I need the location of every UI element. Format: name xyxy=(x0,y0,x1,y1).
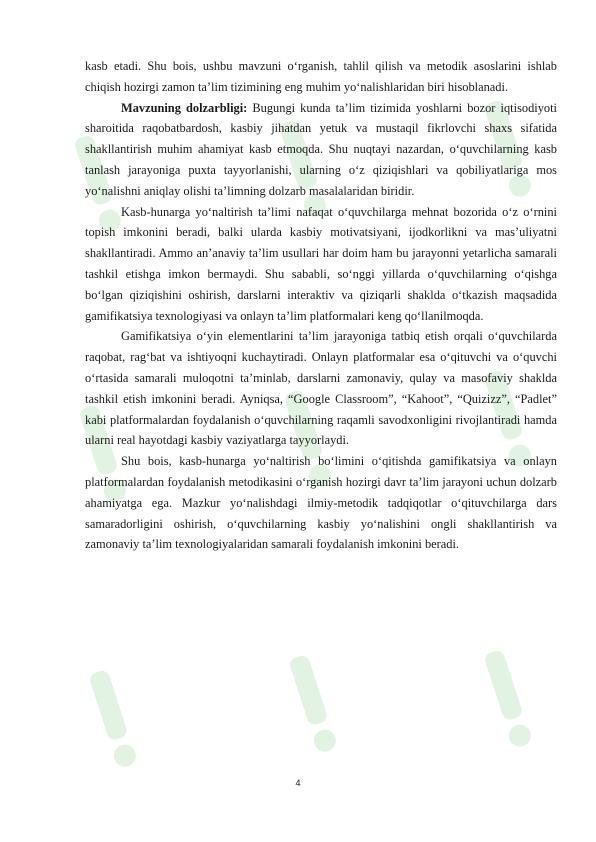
paragraph-conclusion xyxy=(85,451,557,555)
paragraph-text: Bugungi kunda ta’lim tizimida yoshlarni bozor iqtisodiyoti sharoitida raqobatbardosh, kasbiy jihatdan yetuk va mustaqil fikrlovchi shaxs sifatida shakllantirish muhim ahamiyat kasb etmoqda. Shu nuqtayi nazardan, o‘quvchilarning kasb tanlash jarayoniga puxta tayyorlanishi, ularning o‘z qiziqishlari va qobiliyatlariga mos yo‘nalishni aniqlay olishi ta’limning dolzarb masalalaridan biridir. xyxy=(85,100,557,198)
watermark-mark xyxy=(482,649,534,750)
paragraph-heading-relevance: Mavzuning dolzarbligi: xyxy=(121,100,248,115)
paragraph-intro-continuation xyxy=(85,56,557,98)
paragraph-career-guidance xyxy=(85,202,557,327)
watermark-mark xyxy=(87,669,139,770)
paragraph-text: Gamifikatsiya o‘yin elementlarini ta’lim jarayoniga tatbiq etish orqali o‘quvchilarda raqobat, rag‘bat va ishtiyoqni kuchaytiradi. Onlayn platformalar esa o‘qituvchi va o‘quvchi o‘rtasida samarali muloqotni ta’minlab, darslarni zamonaviy, qulay va masofaviy shaklda tashkil etish imkonini beradi. Ayniqsa, “Google Classroom”, “Kahoot”, “Quizizz”, “Padlet” kabi platformalardan foydalanish o‘quvchilarning raqamli savodxonligini rivojlantiradi hamda ularni real hayotdagi kasbiy vaziyatlarga tayyorlaydi. xyxy=(85,329,557,448)
page-number: 4 xyxy=(295,778,301,788)
paragraph-gamification xyxy=(85,326,557,451)
paragraph-relevance xyxy=(85,98,557,202)
paragraph-text: kasb etadi. Shu bois, ushbu mavzuni o‘rganish, tahlil qilish va metodik asoslarini ishlab chiqish hozirgi zamon ta’lim tizimining eng muhim yo‘nalishlaridan biri hisoblanadi. xyxy=(85,59,557,94)
paragraph-text: Shu bois, kasb-hunarga yo‘naltirish bo‘limini o‘qitishda gamifikatsiya va onlayn platformalardan foydalanish metodikasini o‘rganish hozirgi davr ta’lim jarayoni uchun dolzarb ahamiyatga ega. Mazkur yo‘nalishdagi ilmiy-metodik tadqiqotlar o‘qituvchilarga dars samaradorligini oshirish, o‘quvchilarning kasbiy yo‘nalishini ongli shakllantirish va zamonaviy ta’lim texnologiyalaridan samarali foydalanish imkonini beradi. xyxy=(85,454,557,552)
body-text xyxy=(85,56,557,555)
paragraph-text: Kasb-hunarga yo‘naltirish ta’limi nafaqat o‘quvchilarga mehnat bozorida o‘z o‘rnini topish imkonini beradi, balki ularda kasbiy motivatsiyani, ijodkorlikni va mas’uliyatni shakllantiradi. Ammo an’anaviy ta’lim usullari har doim ham bu jarayonni yetarlicha samarali tashkil etishga imkon bermaydi. Shu sababli, so‘nggi yillarda o‘quvchilarning o‘qishga bo‘lgan qiziqishini oshirish, darslarni interaktiv va qiziqarli shaklda o‘tkazish maqsadida gamifikatsiya texnologiyasi va onlayn ta’lim platformalari keng qo‘llanilmoqda. xyxy=(85,204,557,323)
watermark-mark xyxy=(287,654,339,755)
